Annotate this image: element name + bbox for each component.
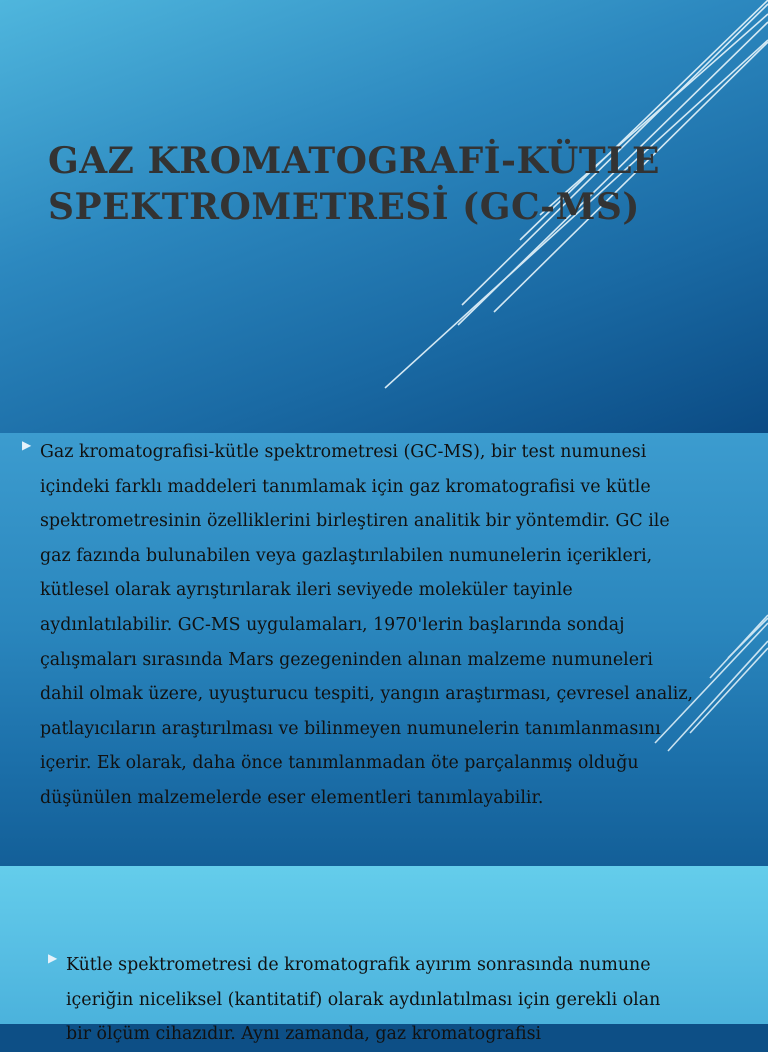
bullet-arrow-icon: ▶ bbox=[22, 438, 32, 452]
bullet-item bbox=[48, 948, 688, 1052]
bullet-paragraph: Kütle spektrometresi de kromatografik ayırım sonrasında numune içeriğin niceliksel (kantitatif) olarak aydınlatılması için gerekli olan bir ölçüm cihazıdır. Aynı zamanda, gaz kromatografisi bbox=[66, 955, 661, 1045]
content-slide-gcms-overview bbox=[0, 433, 768, 866]
content-slide-mass-spectrometry bbox=[0, 866, 768, 1045]
page-title: GAZ KROMATOGRAFİ-KÜTLE SPEKTROMETRESİ (GC-MS) bbox=[48, 140, 660, 228]
title-slide bbox=[0, 0, 768, 433]
bullet-arrow-icon: ▶ bbox=[48, 951, 58, 965]
bullet-paragraph: Gaz kromatografisi-kütle spektrometresi (GC-MS), bir test numunesi içindeki farklı maddeleri tanımlamak için gaz kromatografisi ve kütle spektrometresinin özelliklerini birleştiren analitik bir yöntemdir. GC ile gaz fazında bulunabilen veya gazlaştırılabilen numunelerin içerikleri, kütlesel olarak ayrıştırılarak ileri seviyede moleküler tayinle aydınlatılabilir. GC-MS uygulamaları, 1970'lerin başlarında sondaj çalışmaları sırasında Mars gezegeninden alınan malzeme numuneleri dahil olmak üzere, uyuşturucu tespiti, yangın araştırması, çevresel analiz, patlayıcıların araştırılması ve bilinmeyen numunelerin tanımlanmasını içerir. Ek olarak, daha önce tanımlanmadan öte parçalanmış olduğu düşünülen malzemelerde eser elementleri tanımlayabilir. bbox=[40, 442, 694, 808]
bullet-item bbox=[22, 435, 702, 816]
